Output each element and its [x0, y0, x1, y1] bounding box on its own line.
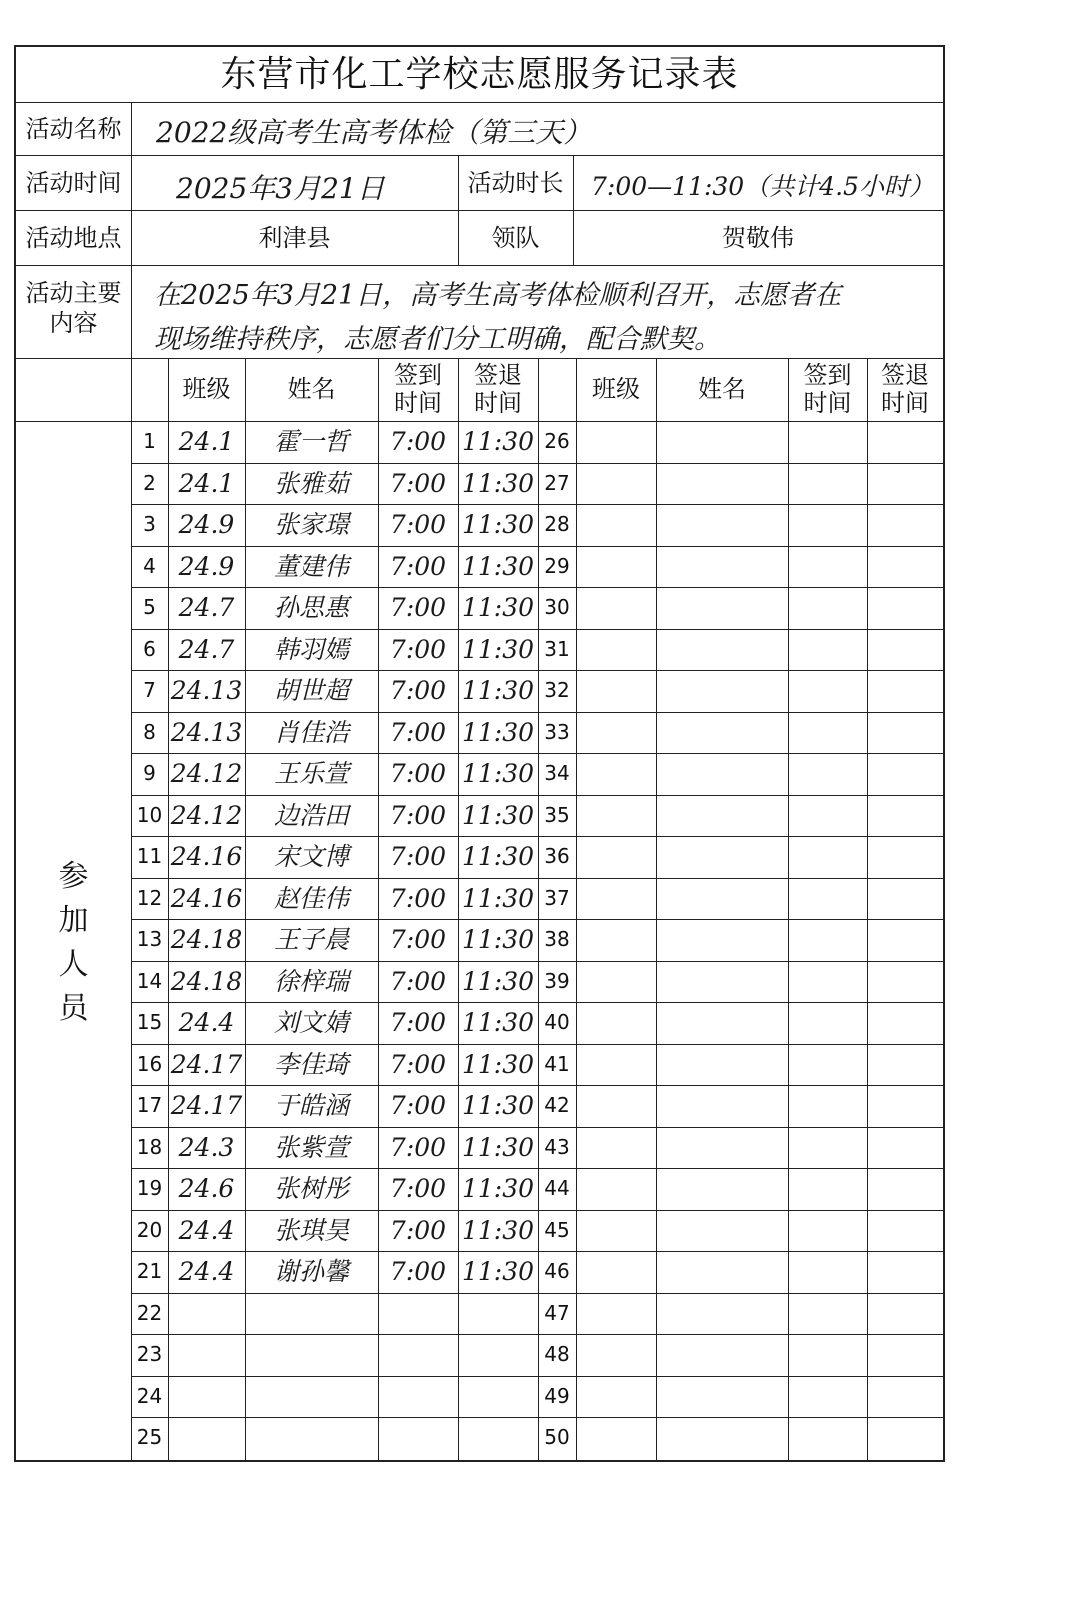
class-cell: 24.13: [170, 676, 243, 705]
signin-cell: 7:00: [389, 925, 447, 954]
name-cell: 霍一哲: [273, 427, 349, 456]
row-number: 15: [136, 1010, 163, 1034]
name-cell: 赵佳伟: [273, 883, 349, 913]
signin-cell: 7:00: [389, 468, 447, 498]
name-cell: [245, 1417, 378, 1459]
row-number: 20: [136, 1217, 163, 1242]
name-cell: 张家璟: [273, 510, 349, 539]
signin-cell: 7:00: [389, 883, 447, 913]
column-header: 签退: [881, 361, 929, 389]
row-number: 30: [544, 595, 570, 619]
divider: [788, 358, 789, 1460]
signin-cell: 7:00: [389, 800, 447, 830]
row-number: 42: [544, 1093, 570, 1117]
class-cell: 24.16: [170, 842, 243, 871]
column-header: 时间: [394, 389, 442, 417]
column-header: 班级: [592, 375, 640, 403]
name-cell: 肖佳浩: [273, 717, 349, 747]
signout-cell: 11:30: [461, 427, 535, 456]
class-cell: 24.12: [170, 800, 243, 830]
signout-cell: [458, 1334, 538, 1376]
class-cell: [168, 1376, 245, 1418]
signout-cell: 11:30: [461, 1215, 535, 1245]
label-activity-name: 活动名称: [25, 115, 122, 143]
signin-cell: 7:00: [389, 593, 447, 622]
signout-cell: [458, 1376, 538, 1418]
label-activity-time: 活动时间: [25, 169, 122, 197]
signout-cell: 11:30: [461, 1174, 535, 1203]
class-cell: 24.1: [178, 468, 235, 498]
column-header: 时间: [881, 389, 929, 417]
class-cell: 24.12: [170, 759, 243, 788]
row-number: 21: [136, 1259, 163, 1283]
name-cell: 边浩田: [273, 800, 349, 830]
class-cell: 24.9: [178, 510, 235, 539]
signout-cell: 11:30: [461, 1132, 535, 1162]
signin-cell: 7:00: [389, 966, 447, 996]
record-sheet: [14, 45, 945, 1462]
label-main-content: 活动主要: [25, 279, 122, 307]
content-line-1: 在2025年3月21日，高考生高考体检顺利召开，志愿者在: [154, 280, 842, 311]
row-number: 11: [136, 844, 163, 868]
row-number: 29: [544, 553, 570, 578]
signin-cell: 7:00: [389, 1008, 447, 1037]
row-number: 49: [544, 1383, 570, 1408]
row-number: 38: [544, 927, 570, 951]
row-number: 4: [143, 553, 156, 578]
name-cell: 张树彤: [273, 1174, 349, 1203]
row-number: 39: [544, 968, 570, 993]
row-number: 26: [544, 429, 570, 453]
divider: [16, 210, 943, 211]
row-number: 25: [136, 1425, 163, 1449]
signout-cell: 11:30: [461, 759, 535, 788]
signin-cell: 7:00: [389, 510, 447, 539]
class-cell: 24.18: [170, 966, 243, 996]
row-number: 3: [143, 512, 156, 536]
name-cell: 孙思惠: [273, 593, 349, 622]
class-cell: 24.17: [170, 1049, 243, 1079]
name-cell: [245, 1334, 378, 1376]
signin-cell: 7:00: [389, 1049, 447, 1079]
name-cell: [245, 1376, 378, 1418]
signout-cell: 11:30: [461, 1091, 535, 1120]
row-number: 5: [143, 595, 156, 619]
signout-cell: 11:30: [461, 883, 535, 913]
row-number: 2: [143, 470, 156, 495]
column-header: 班级: [182, 375, 231, 403]
row-number: 32: [544, 678, 570, 702]
row-number: 33: [544, 719, 570, 744]
row-number: 37: [544, 885, 570, 910]
label-team-leader: 领队: [491, 224, 540, 252]
row-number: 47: [544, 1300, 570, 1325]
class-cell: 24.6: [178, 1174, 235, 1203]
class-cell: 24.3: [178, 1132, 235, 1162]
name-cell: [245, 1293, 378, 1335]
column-header: 时间: [474, 389, 522, 417]
class-cell: [168, 1293, 245, 1335]
signout-cell: 11:30: [461, 966, 535, 996]
signout-cell: 11:30: [461, 510, 535, 539]
row-number: 9: [143, 761, 156, 785]
name-cell: 王子晨: [273, 925, 349, 954]
row-number: 50: [544, 1425, 570, 1449]
signin-cell: [378, 1376, 458, 1418]
class-cell: 24.18: [170, 925, 243, 954]
signout-cell: 11:30: [461, 634, 535, 664]
class-cell: 24.13: [170, 717, 243, 747]
signin-cell: [378, 1293, 458, 1335]
class-cell: 24.7: [178, 634, 235, 664]
row-number: 22: [136, 1300, 163, 1325]
row-number: 48: [544, 1342, 570, 1366]
column-header: 姓名: [287, 375, 336, 403]
class-cell: 24.4: [178, 1008, 235, 1037]
row-number: 23: [136, 1342, 163, 1366]
row-number: 1: [143, 429, 156, 453]
name-cell: 董建伟: [273, 551, 349, 581]
location-value: 利津县: [258, 224, 331, 252]
class-cell: 24.4: [178, 1215, 235, 1245]
row-number: 7: [143, 678, 156, 702]
name-cell: 王乐萱: [273, 759, 349, 788]
name-cell: 宋文博: [273, 842, 349, 871]
name-cell: 徐梓瑞: [273, 966, 349, 996]
name-cell: 谢孙馨: [273, 1257, 349, 1286]
content-line-2: 现场维持秩序，志愿者们分工明确，配合默契。: [154, 324, 721, 355]
signout-cell: 11:30: [461, 717, 535, 747]
signin-cell: 7:00: [389, 427, 447, 456]
divider: [16, 358, 943, 359]
row-number: 35: [544, 802, 570, 827]
signout-cell: [458, 1417, 538, 1459]
signin-cell: 7:00: [389, 1091, 447, 1120]
signout-cell: 11:30: [461, 593, 535, 622]
signout-cell: [458, 1293, 538, 1335]
signin-cell: 7:00: [389, 551, 447, 581]
signout-cell: 11:30: [461, 676, 535, 705]
row-number: 12: [136, 885, 163, 910]
row-number: 13: [136, 927, 163, 951]
name-cell: 张紫萱: [273, 1132, 349, 1162]
signout-cell: 11:30: [461, 925, 535, 954]
row-number: 40: [544, 1010, 570, 1034]
row-number: 18: [136, 1134, 163, 1159]
row-number: 41: [544, 1051, 570, 1076]
row-number: 24: [136, 1383, 163, 1408]
class-cell: 24.16: [170, 883, 243, 913]
signin-cell: [378, 1417, 458, 1459]
row-number: 44: [544, 1176, 570, 1200]
class-cell: 24.17: [170, 1091, 243, 1120]
column-header: 签到: [803, 361, 852, 389]
signin-cell: 7:00: [389, 676, 447, 705]
column-header: 签到: [394, 361, 442, 389]
class-cell: 24.9: [178, 551, 235, 581]
activity-name-value: 2022级高考生高考体检（第三天）: [156, 116, 592, 149]
class-cell: [168, 1334, 245, 1376]
row-number: 45: [544, 1217, 570, 1242]
signout-cell: 11:30: [461, 551, 535, 581]
signin-cell: 7:00: [389, 842, 447, 871]
signout-cell: 11:30: [461, 842, 535, 871]
row-number: 19: [136, 1176, 163, 1200]
label-location: 活动地点: [25, 224, 122, 252]
row-number: 14: [136, 968, 163, 993]
activity-duration-value: 7:00—11:30（共计4.5小时）: [591, 172, 934, 201]
name-cell: 张雅茹: [273, 468, 349, 498]
row-number: 28: [544, 512, 570, 536]
team-leader-value: 贺敬伟: [722, 224, 794, 252]
row-number: 34: [544, 761, 570, 785]
signin-cell: 7:00: [389, 1215, 447, 1245]
divider: [576, 358, 577, 1460]
name-cell: 韩羽嫣: [273, 634, 349, 664]
row-number: 43: [544, 1134, 570, 1159]
row-number: 46: [544, 1259, 570, 1283]
class-cell: [168, 1417, 245, 1459]
column-header: 签退: [474, 361, 522, 389]
divider: [16, 265, 943, 266]
column-header: 姓名: [698, 375, 746, 403]
divider: [656, 358, 657, 1460]
signout-cell: 11:30: [461, 1049, 535, 1079]
row-number: 10: [136, 802, 163, 827]
signin-cell: 7:00: [389, 634, 447, 664]
signin-cell: [378, 1334, 458, 1376]
class-cell: 24.7: [178, 593, 235, 622]
label-main-content-2: 内容: [49, 309, 98, 337]
name-cell: 胡世超: [273, 676, 349, 705]
activity-date-value: 2025年3月21日: [176, 172, 385, 205]
signout-cell: 11:30: [461, 800, 535, 830]
class-cell: 24.4: [178, 1257, 235, 1286]
signin-cell: 7:00: [389, 759, 447, 788]
signin-cell: 7:00: [389, 717, 447, 747]
divider: [16, 155, 943, 156]
form-title: 东营市化工学校志愿服务记录表: [16, 47, 943, 103]
label-activity-duration: 活动时长: [467, 169, 564, 197]
row-number: 17: [136, 1093, 163, 1117]
row-number: 36: [544, 844, 570, 868]
row-number: 6: [143, 636, 156, 661]
signin-cell: 7:00: [389, 1132, 447, 1162]
signout-cell: 11:30: [461, 468, 535, 498]
row-number: 8: [143, 719, 156, 744]
column-header: 时间: [803, 389, 852, 417]
signout-cell: 11:30: [461, 1257, 535, 1286]
signout-cell: 11:30: [461, 1008, 535, 1037]
participants-label: 参加人员: [58, 859, 89, 1026]
name-cell: 刘文婧: [273, 1008, 349, 1037]
signin-cell: 7:00: [389, 1174, 447, 1203]
signin-cell: 7:00: [389, 1257, 447, 1286]
name-cell: 于皓涵: [273, 1091, 349, 1120]
row-number: 16: [136, 1051, 163, 1076]
class-cell: 24.1: [178, 427, 235, 456]
name-cell: 张琪昊: [273, 1215, 349, 1245]
divider: [867, 358, 868, 1460]
name-cell: 李佳琦: [273, 1049, 349, 1079]
row-number: 31: [544, 636, 570, 661]
row-number: 27: [544, 470, 570, 495]
